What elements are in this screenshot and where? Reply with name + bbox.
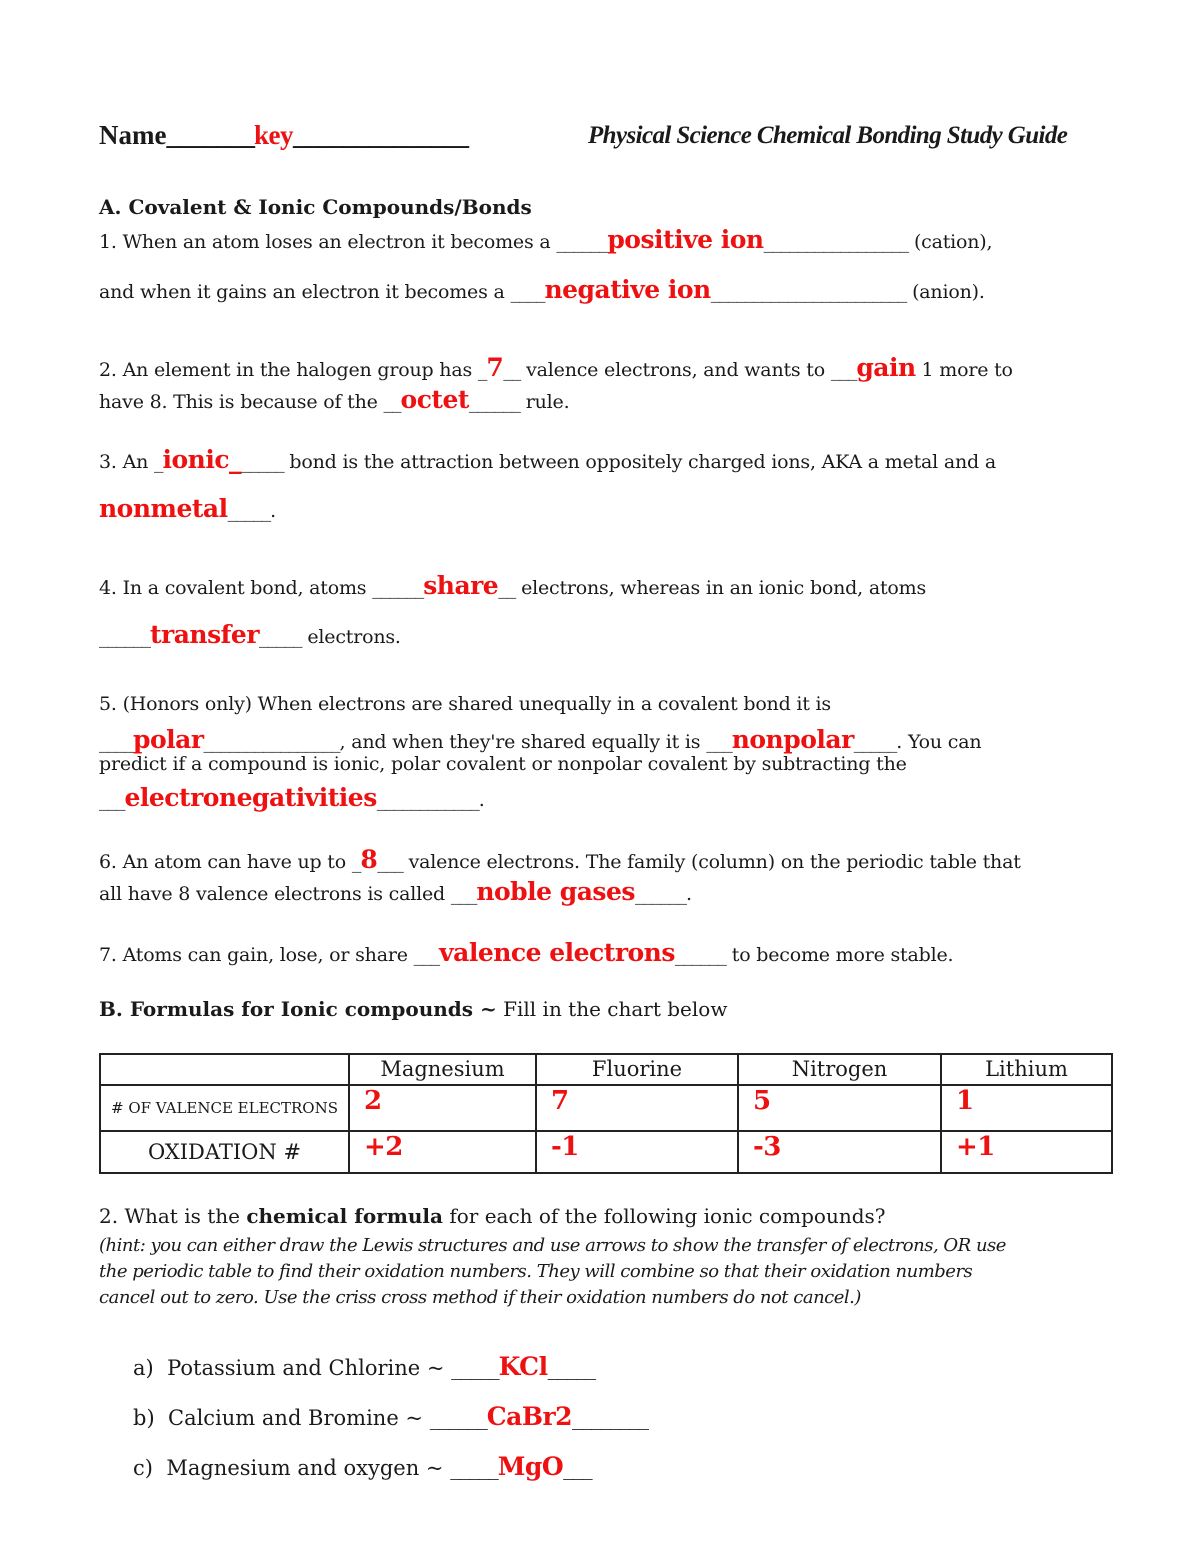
table-cell: [738, 1085, 941, 1131]
item-letter: b): [133, 1406, 155, 1430]
q5-blank3-pre: ___: [99, 789, 125, 811]
table-row: [100, 1131, 1112, 1173]
hint-line: the periodic table to find their oxidation numbers. They will combine so that their oxidation numbers: [99, 1261, 973, 1282]
q6-blank2-post: ______: [635, 883, 686, 905]
item-blank-pre: ______: [429, 1406, 487, 1430]
cell-value: 1: [956, 1086, 974, 1116]
name-label: Name: [99, 120, 167, 150]
q4-blank2-pre: ______: [99, 626, 150, 648]
table-cell: [536, 1131, 738, 1173]
item-letter: c): [133, 1456, 153, 1480]
name-answer: key: [253, 120, 293, 150]
q4-answer1: share: [423, 571, 499, 600]
q2-text3: 1 more to: [921, 359, 1013, 381]
q5-blank1-pre: ____: [99, 731, 133, 753]
q3-answer2: nonmetal: [99, 494, 228, 523]
q2-answer3: octet: [400, 385, 469, 414]
q5-end: .: [478, 789, 485, 811]
q5-text4: predict if a compound is ionic, polar covalent or nonpolar covalent by subtracting the: [99, 753, 907, 775]
table-header-fluorine: Fluorine: [536, 1054, 738, 1085]
q1-blank2-post: _______________________: [710, 281, 907, 303]
b-q2-text-pre: 2. What is the: [99, 1204, 240, 1228]
q5-answer1: polar: [133, 725, 204, 754]
q2-text1: 2. An element in the halogen group has: [99, 359, 473, 381]
q2-line1: [99, 353, 1013, 382]
q2-text5: rule.: [525, 391, 570, 413]
q1-line2: [99, 275, 985, 304]
item-letter: a): [133, 1356, 154, 1380]
q3-blank1-post: _____: [241, 451, 284, 473]
q6-text1: 6. An atom can have up to: [99, 851, 346, 873]
row-label-valence: # OF VALENCE ELECTRONS: [100, 1085, 349, 1131]
q5-blank2-post: _____: [853, 731, 897, 753]
list-item: [133, 1402, 648, 1431]
q2-answer2: gain: [856, 353, 916, 382]
q5-answer3: electronegativities: [124, 783, 377, 812]
q3-blank2-post: _____: [227, 500, 271, 522]
q3-end: .: [270, 500, 276, 522]
q4-blank2-post: _____: [259, 626, 302, 648]
cell-value: -1: [551, 1132, 579, 1162]
item-blank-post: _____: [547, 1356, 596, 1380]
cell-value: 2: [364, 1086, 382, 1116]
q4-blank1-pre: ______: [372, 577, 424, 599]
q4-line1: [99, 571, 926, 600]
b-q2-text-bold: chemical formula: [246, 1204, 443, 1228]
q6-answer2: noble gases: [476, 877, 635, 906]
list-item: [133, 1452, 592, 1481]
section-a-heading: A. Covalent & Ionic Compounds/Bonds: [99, 195, 532, 219]
table-cell: [349, 1085, 536, 1131]
q1-text2: and when it gains an electron it becomes a: [99, 281, 505, 303]
q6-line1: [99, 845, 1021, 874]
item-blank-pre: _____: [450, 1456, 498, 1480]
hint-line: cancel out to zero. Use the criss cross method if their oxidation numbers do not cancel.): [99, 1287, 861, 1308]
section-b-heading: B. Formulas for Ionic compounds ~: [99, 997, 497, 1021]
q5-blank1-post: ________________: [203, 731, 340, 753]
table-header-magnesium: Magnesium: [349, 1054, 536, 1085]
q7-answer1: valence electrons: [439, 938, 675, 967]
q6-text2: valence electrons. The family (column) on the periodic table that: [408, 851, 1021, 873]
q5-text2: , and when they're shared equally it is: [339, 731, 701, 753]
q5-line3: [99, 753, 907, 775]
q4-answer2: transfer: [150, 620, 260, 649]
cell-value: -3: [753, 1132, 781, 1162]
q1-answer2: negative ion: [544, 275, 711, 304]
section-b-heading-tail: Fill in the chart below: [503, 997, 728, 1021]
q5-blank2-pre: ___: [706, 731, 732, 753]
q6-end: .: [686, 883, 692, 905]
q1-blank2-pre: ____: [510, 281, 545, 303]
q4-line2: [99, 620, 401, 649]
name-blank-post: ______________: [292, 120, 468, 150]
q1-text1: 1. When an atom loses an electron it becomes a: [99, 231, 551, 253]
table-cell: [941, 1085, 1112, 1131]
q1-answer1: positive ion: [607, 225, 764, 254]
q2-blank1-pre: _: [477, 359, 487, 381]
table-header-empty: [100, 1054, 349, 1085]
q5-answer2: nonpolar: [731, 725, 854, 754]
item-answer: KCl: [498, 1352, 548, 1381]
table-header-nitrogen: Nitrogen: [738, 1054, 941, 1085]
page-title: Physical Science Chemical Bonding Study Guide: [588, 122, 1068, 149]
q3-blank1-pre: _: [153, 451, 163, 473]
q5-line4: [99, 783, 485, 812]
q5-text3: . You can: [896, 731, 982, 753]
b-q2-line: [99, 1204, 886, 1228]
table-header-row: [100, 1054, 1112, 1085]
q6-line2: [99, 877, 692, 906]
q4-text3: electrons.: [307, 626, 401, 648]
table-cell: [536, 1085, 738, 1131]
q7-line1: [99, 938, 953, 967]
cell-value: 7: [551, 1086, 569, 1116]
q5-blank3-post: ____________: [376, 789, 479, 811]
q2-blank2-pre: ___: [830, 359, 857, 381]
q4-text1: 4. In a covalent bond, atoms: [99, 577, 367, 599]
row-label-oxidation: OXIDATION #: [100, 1131, 349, 1173]
valence-table: [99, 1053, 1113, 1174]
q1-blank1-pre: ______: [556, 231, 608, 253]
q3-line1: [99, 445, 996, 474]
table-row: [100, 1085, 1112, 1131]
q7-text1: 7. Atoms can gain, lose, or share: [99, 944, 408, 966]
q1-end2: (anion).: [912, 281, 985, 303]
q3-answer1: ionic_: [162, 445, 242, 474]
cell-value: +2: [364, 1132, 403, 1162]
item-text: Calcium and Bromine ~: [168, 1406, 424, 1430]
table-cell: [941, 1131, 1112, 1173]
item-text: Potassium and Chlorine ~: [167, 1356, 445, 1380]
q1-line1: [99, 225, 992, 254]
q1-blank1-post: _________________: [763, 231, 909, 253]
q4-blank1-post: __: [498, 577, 516, 599]
q6-blank1-pre: _: [351, 851, 361, 873]
list-item: [133, 1352, 595, 1381]
q3-text2: bond is the attraction between oppositely charged ions, AKA a metal and a: [289, 451, 996, 473]
item-blank-post: ___: [563, 1456, 592, 1480]
table-header-lithium: Lithium: [941, 1054, 1112, 1085]
q1-end1: (cation),: [913, 231, 993, 253]
item-text: Magnesium and oxygen ~: [166, 1456, 444, 1480]
q7-text2: to become more stable.: [731, 944, 954, 966]
q7-blank1-pre: ___: [413, 944, 440, 966]
q2-text4: have 8. This is because of the: [99, 391, 378, 413]
q4-text2: electrons, whereas in an ionic bond, atoms: [521, 577, 926, 599]
cell-value: +1: [956, 1132, 995, 1162]
b-q2-text-post: for each of the following ionic compounds?: [449, 1204, 886, 1228]
q5-line1: [99, 693, 831, 715]
q6-blank2-pre: ___: [450, 883, 477, 905]
item-answer: MgO: [497, 1452, 564, 1481]
name-blank-pre: _______: [166, 120, 254, 150]
q6-text3: all have 8 valence electrons is called: [99, 883, 445, 905]
q5-text1: 5. (Honors only) When electrons are shared unequally in a covalent bond it is: [99, 693, 831, 715]
hint-line: (hint: you can either draw the Lewis structures and use arrows to show the transfer of electrons, OR use: [99, 1235, 1006, 1256]
q6-answer1: 8: [360, 845, 378, 874]
q2-text2: valence electrons, and wants to: [526, 359, 825, 381]
item-blank-post: ________: [572, 1406, 649, 1430]
q2-blank3-pre: __: [383, 391, 401, 413]
q5-line2: [99, 725, 981, 754]
name-line: [99, 120, 468, 151]
table-cell: [738, 1131, 941, 1173]
q2-line2: [99, 385, 569, 414]
q3-text1: 3. An: [99, 451, 149, 473]
item-answer: CaBr2: [486, 1402, 573, 1431]
section-b-heading-line: [99, 997, 727, 1021]
cell-value: 5: [753, 1086, 771, 1116]
q7-blank1-post: ______: [674, 944, 726, 966]
q2-answer1: 7: [486, 353, 504, 382]
item-blank-pre: _____: [451, 1356, 499, 1380]
table-cell: [349, 1131, 536, 1173]
q6-blank1-post: ___: [377, 851, 403, 873]
q2-blank3-post: ______: [468, 391, 520, 413]
b-q2-hint: [99, 1233, 1006, 1311]
q2-blank1-post: __: [503, 359, 521, 381]
q3-line2: [99, 494, 276, 523]
